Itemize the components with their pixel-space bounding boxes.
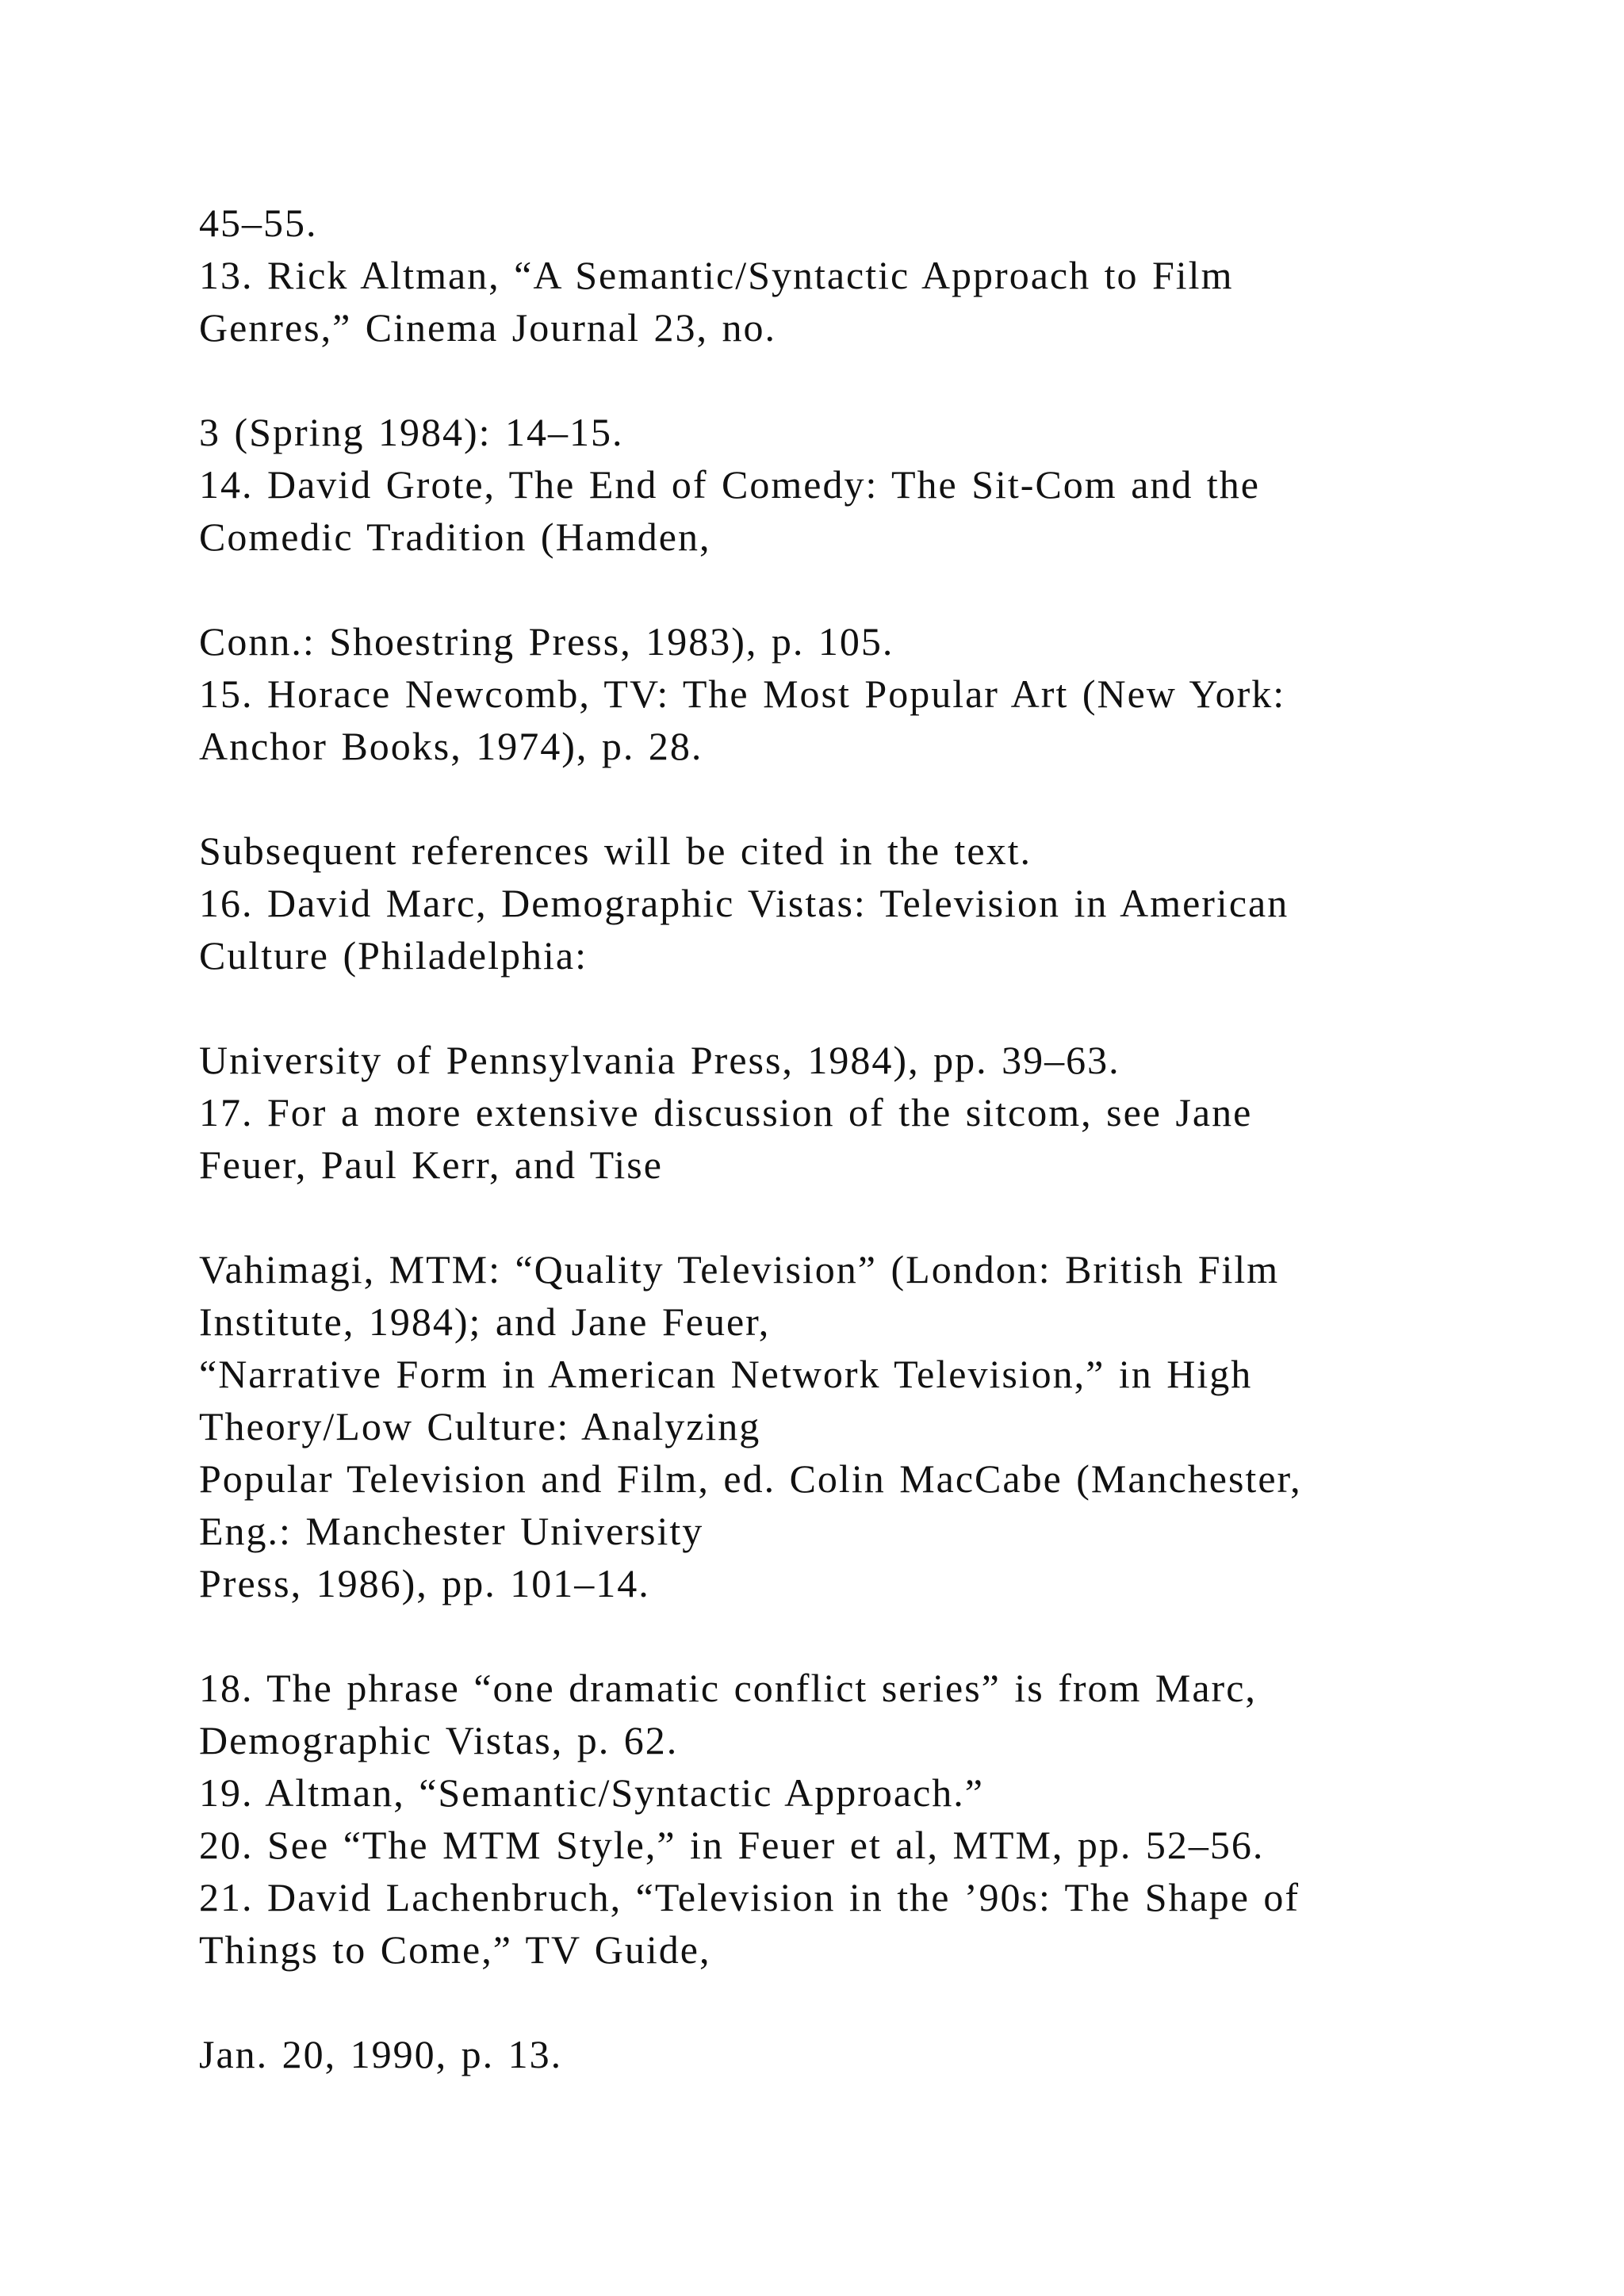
text-line: 16. David Marc, Demographic Vistas: Television in American: [199, 881, 1289, 925]
endnotes-text: [199, 197, 1547, 2080]
text-line: Eng.: Manchester University: [199, 1509, 704, 1553]
text-line: Things to Come,” TV Guide,: [199, 1927, 711, 1972]
blank-line: [199, 982, 1547, 1034]
text-line: Institute, 1984); and Jane Feuer,: [199, 1299, 771, 1344]
text-line: Culture (Philadelphia:: [199, 933, 588, 978]
blank-line: [199, 1976, 1547, 2028]
text-line: 15. Horace Newcomb, TV: The Most Popular Art (New York:: [199, 672, 1286, 716]
blank-line: [199, 1191, 1547, 1243]
text-line: “Narrative Form in American Network Television,” in High: [199, 1352, 1253, 1396]
text-line: University of Pennsylvania Press, 1984), pp. 39–63.: [199, 1038, 1120, 1082]
text-line: 3 (Spring 1984): 14–15.: [199, 410, 624, 454]
text-line: Anchor Books, 1974), p. 28.: [199, 724, 703, 768]
text-line: Genres,” Cinema Journal 23, no.: [199, 305, 777, 350]
text-line: 21. David Lachenbruch, “Television in the ’90s: The Shape of: [199, 1875, 1300, 1919]
text-line: Popular Television and Film, ed. Colin MacCabe (Manchester,: [199, 1456, 1302, 1501]
text-line: 19. Altman, “Semantic/Syntactic Approach.”: [199, 1770, 984, 1815]
text-line: 45–55.: [199, 201, 318, 245]
blank-line: [199, 1609, 1547, 1662]
blank-line: [199, 563, 1547, 615]
text-line: Demographic Vistas, p. 62.: [199, 1718, 679, 1762]
text-line: 20. See “The MTM Style,” in Feuer et al, MTM, pp. 52–56.: [199, 1823, 1265, 1867]
text-line: 13. Rick Altman, “A Semantic/Syntactic Approach to Film: [199, 253, 1234, 297]
text-line: Theory/Low Culture: Analyzing: [199, 1404, 761, 1448]
text-line: 14. David Grote, The End of Comedy: The Sit-Com and the: [199, 462, 1260, 507]
blank-line: [199, 772, 1547, 825]
text-line: Conn.: Shoestring Press, 1983), p. 105.: [199, 619, 894, 664]
text-line: 17. For a more extensive discussion of the sitcom, see Jane: [199, 1090, 1253, 1135]
blank-line: [199, 354, 1547, 406]
text-line: Vahimagi, MTM: “Quality Television” (London: British Film: [199, 1247, 1280, 1292]
text-line: Jan. 20, 1990, p. 13.: [199, 2032, 563, 2076]
text-line: Subsequent references will be cited in the text.: [199, 828, 1032, 873]
text-line: Press, 1986), pp. 101–14.: [199, 1561, 650, 1605]
text-line: Comedic Tradition (Hamden,: [199, 515, 711, 559]
text-line: Feuer, Paul Kerr, and Tise: [199, 1142, 663, 1187]
text-line: 18. The phrase “one dramatic conflict series” is from Marc,: [199, 1666, 1257, 1710]
